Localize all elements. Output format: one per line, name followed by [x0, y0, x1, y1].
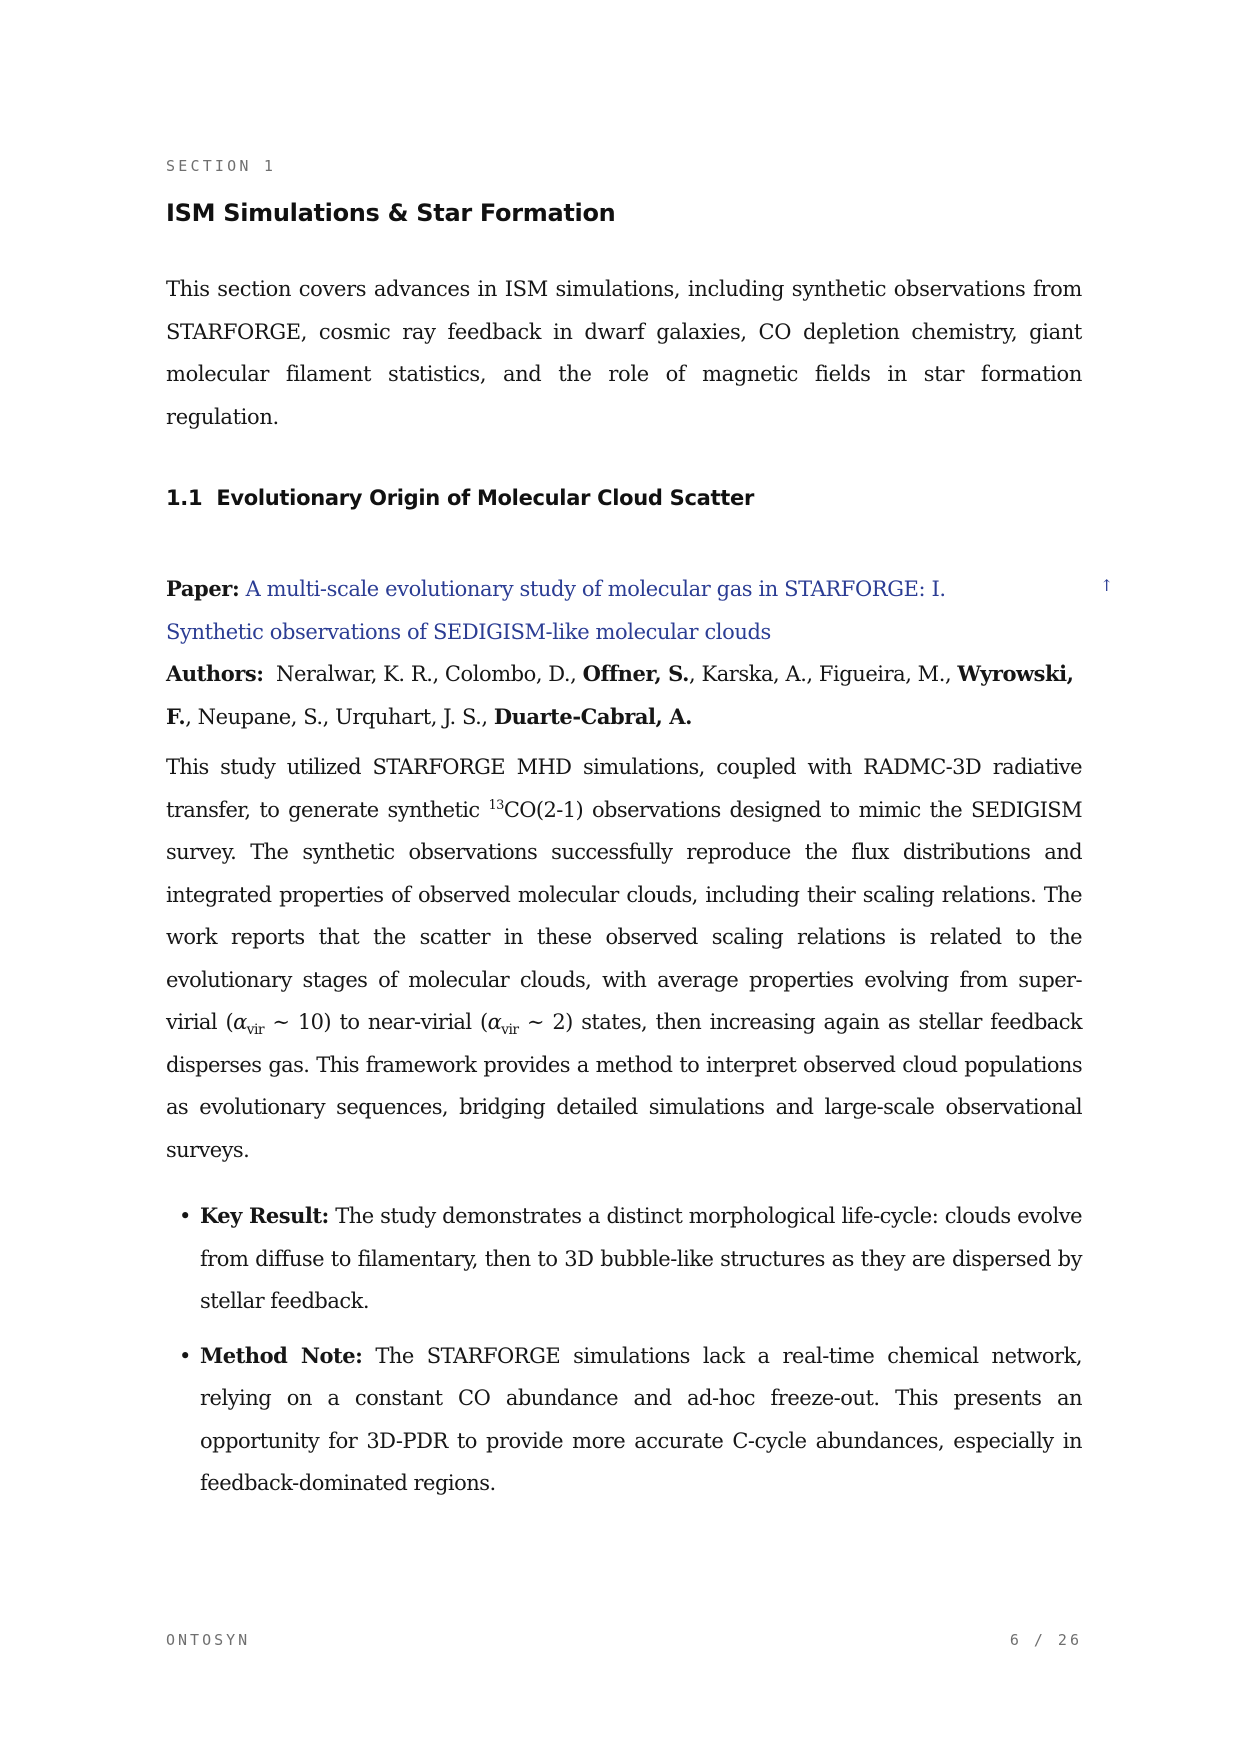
section-intro: This section covers advances in ISM simulations, including synthetic observations from STARFORGE, cosmic ray feedback in dwarf galaxies, CO depletion chemistry, giant molecular filament statistics, and the role of magnetic fields in star formation regulation.: [166, 277, 1082, 429]
bullet-label: Key Result:: [200, 1203, 329, 1228]
list-item-method-note: [166, 1335, 1082, 1505]
bullet-text: The STARFORGE simulations lack a real-time chemical network, relying on a constant CO abundance and ad-hoc freeze-out. This presents an opportunity for 3D-PDR to provide more accurate C-cycle abundances, especially in feedback-dominated regions.: [200, 1343, 1082, 1495]
bullet-icon: •: [179, 1343, 191, 1368]
author: Karska, A.: [701, 662, 807, 686]
author: Neralwar, K. R.: [276, 662, 433, 686]
paper-label: Paper:: [166, 576, 240, 601]
arrow-up-icon[interactable]: ↑: [1100, 576, 1114, 595]
paper-title-link[interactable]: A multi-scale evolutionary study of molecular gas in STARFORGE: I. Synthetic observations of SEDIGISM-like molecular clouds: [166, 577, 946, 644]
author-highlighted: Wyrowski, F.: [166, 661, 1074, 729]
bullet-icon: •: [179, 1204, 191, 1228]
bullet-label: Method Note:: [200, 1342, 363, 1368]
paper-reference: [166, 568, 1026, 653]
author-highlighted: Duarte-Cabral, A.: [493, 703, 692, 729]
section-title: ISM Simulations & Star Formation: [166, 199, 616, 227]
paper-summary: This study utilized STARFORGE MHD simulations, coupled with RADMC-3D radiative transfer, to generate synthetic $^{13}$CO(2-1) observations designed to mimic the SEDIGISM survey. The synthetic observations successfully reproduce the flux distributions and integrated properties of observed molecular clouds, including their scaling relations. The work reports that the scatter in these observed scaling relations is related to the evolutionary stages of molecular clouds, with average properties evolving from super-virial ($\alpha_{vir}$ ∼ 10) to near-virial ($\alpha_{vir}$ ∼ 2) states, then increasing again as stellar feedback disperses gas. This framework provides a method to interpret observed cloud populations as evolutionary sequences, bridging detailed simulations and large-scale observational surveys.: [166, 755, 1083, 1162]
alpha-symbol: α: [233, 1010, 247, 1034]
section-label: SECTION 1: [166, 157, 277, 175]
author: Colombo, D.: [444, 662, 571, 686]
subsection-title: 1.1 Evolutionary Origin of Molecular Cloud Scatter: [166, 486, 754, 510]
authors-line: Authors: Neralwar, K. R., Colombo, D., Offner, S., Karska, A., Figueira, M., Wyrowski, F., Neupane, S., Urquhart, J. S., Duarte-Cabral, A.: [166, 661, 1074, 729]
author-highlighted: Offner, S.: [582, 661, 689, 686]
findings-list: [166, 1195, 1082, 1517]
isotope-superscript: 13: [488, 797, 504, 813]
page-number: 6 / 26: [1009, 1631, 1082, 1649]
alpha-symbol: α: [487, 1010, 502, 1034]
author: Neupane, S.: [197, 704, 323, 729]
list-item-key-result: [166, 1195, 1082, 1323]
author: Figueira, M.: [818, 662, 945, 686]
footer-brand: ONTOSYN: [166, 1631, 251, 1649]
authors-label: Authors:: [166, 661, 264, 686]
author: Urquhart, J. S.: [335, 704, 482, 729]
bullet-text: The study demonstrates a distinct morphological life-cycle: clouds evolve from diffuse to filamentary, then to 3D bubble-like structures as they are dispersed by stellar feedback.: [200, 1204, 1083, 1313]
